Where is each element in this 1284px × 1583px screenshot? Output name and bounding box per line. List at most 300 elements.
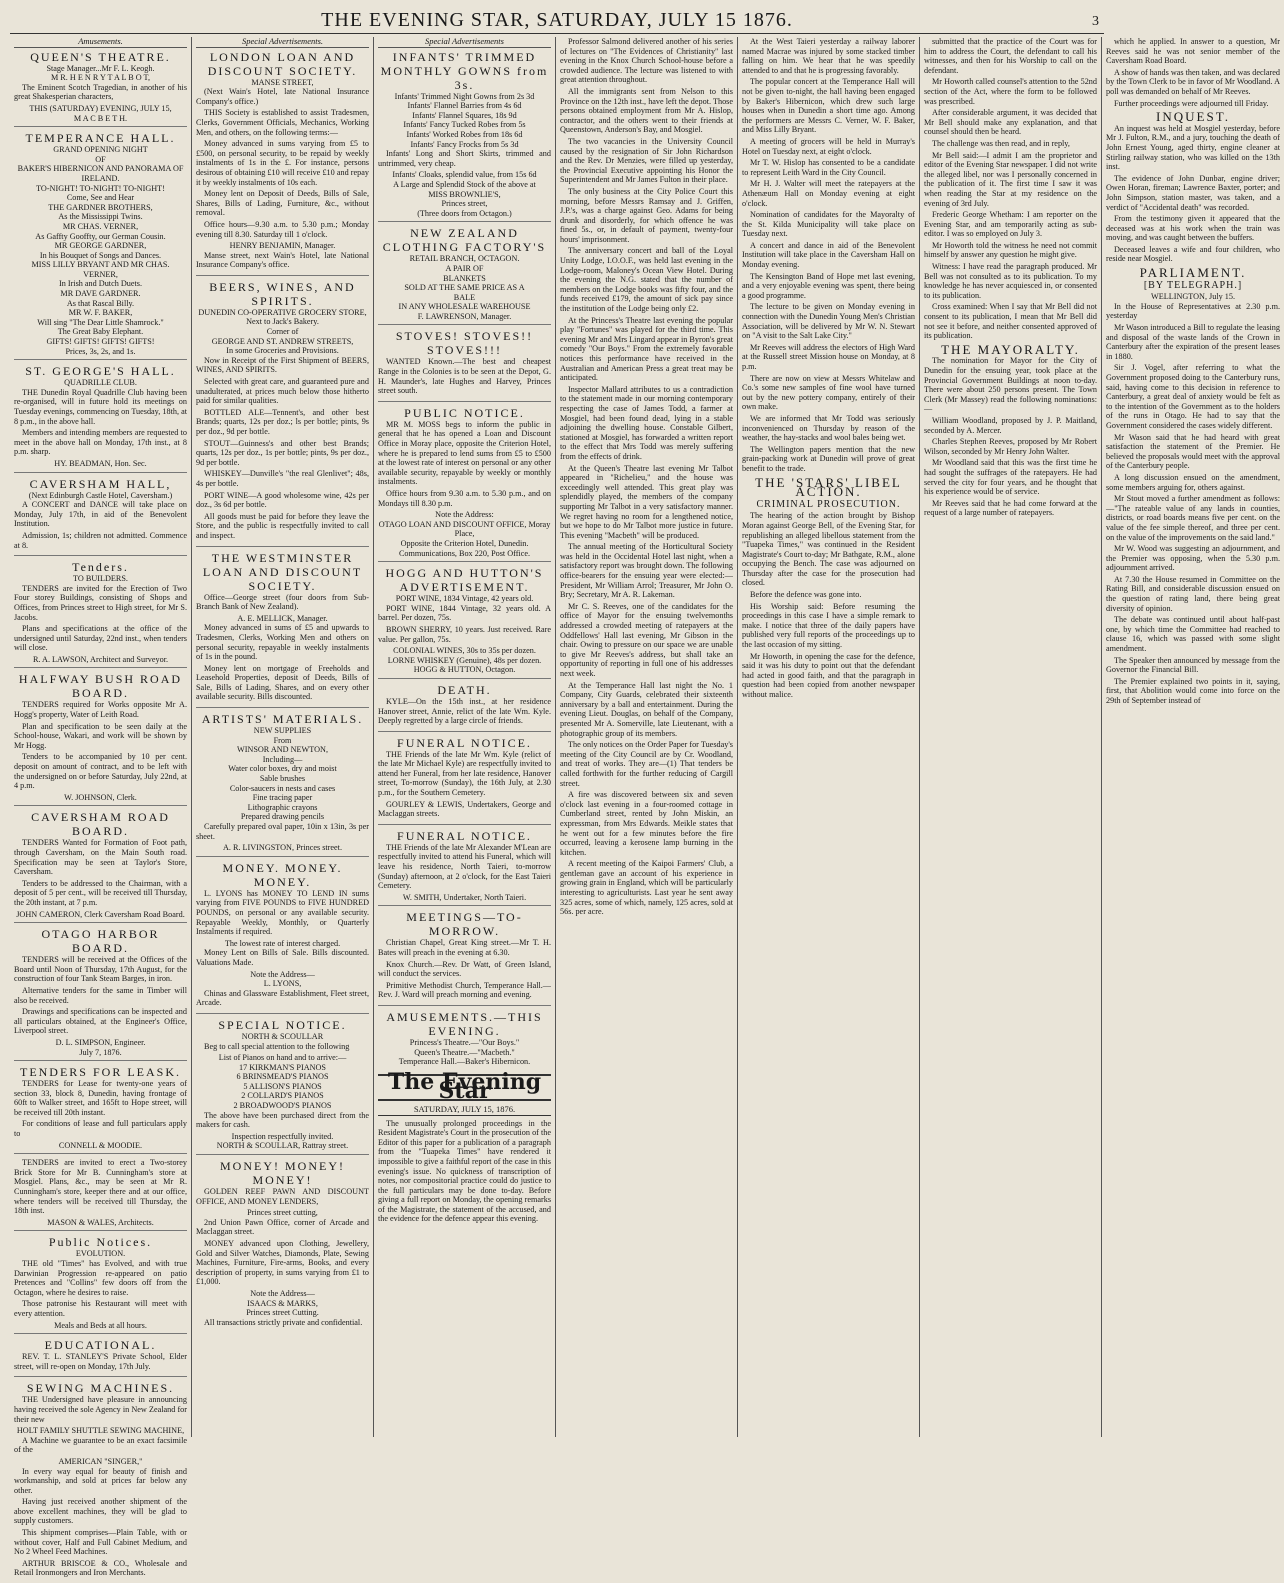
news-paragraph: The only business at the City Police Court this morning, before Messrs Ramsay and J. Griffen, J.P.'s, was a charge against Geo. Adams for being drunk and disorderly, for which offence he was fined 5s., or, in default of payment, twenty-four hours' imprisonment. xyxy=(560,186,733,244)
advert-line: AMERICAN "SINGER," xyxy=(58,1456,143,1466)
news-paragraph: At the Princess's Theatre last evening the popular play "Fortunes" was played for the third time. This evening Mr and Mrs Lingard appear in Byron's great comedy "Our Boys." From the extremely favorable notices this performance have received in the Australian and American Press a great treat may be anticipated. xyxy=(560,315,733,383)
advert-line: Office—George street (four doors from Sub-Branch Bank of New Zealand). xyxy=(196,592,369,612)
advert-line: Carefully prepared oval paper, 10in x 13in, 3s per sheet. xyxy=(196,822,369,841)
advert-line: HENRY BENJAMIN, Manager. xyxy=(229,241,336,251)
advert-line: Infants' Trimmed Night Gowns from 2s 3d xyxy=(394,91,535,101)
news-paragraph: Mr Woodland said that this was the first time he had sought the suffrages of the ratepayers. He had served the city for four years, and he thought that his experience would be of service. xyxy=(924,458,1097,497)
news-paragraph: Professor Salmond delivered another of his series of lectures on "The Evidences of Christianity" last evening in the Knox Church School-house before a crowded audience. The lecture was listened to with great attention throughout. xyxy=(560,37,733,85)
news-paragraph: Mr Howorth, in opening the case for the defence, said it was his duty to point out that the defendant had acted in good faith, and that the paragraph in question had been copied from another newspaper without malice. xyxy=(742,651,915,699)
advert-line: MR GEORGE GARDNER, xyxy=(54,241,147,251)
advert-title: AMUSEMENTS.—THIS EVENING. xyxy=(386,1009,543,1038)
news-paragraph: Mr Stout moved a further amendment as follows:—"The rateable value of any lands in counties, districts, or road boards means five per cent. on the value of the fee simple thereof, and three per cent. on the value of the improvements on the said land." xyxy=(1106,494,1280,542)
advert-line: List of Pianos on hand and to arrive:— xyxy=(218,1053,347,1063)
page-number: 3 xyxy=(1092,14,1100,29)
advert-line: THE Dunedin Royal Quadrille Club having been re-organised, will in future hold its meetings on Tuesday evenings, commencing on Tuesday, 18th, at 8 p.m., in the above hall. xyxy=(14,387,187,426)
news-paragraph: Mr H. J. Walter will meet the ratepayers at the Athenæum Hall on Monday evening at eight o'clock. xyxy=(742,179,915,208)
news-paragraph: Sir J. Vogel, after referring to what the Government proposed doing to the Canterbury runs, said, having come to this decision in reference to Canterbury, a great deal of anxiety would be felt as to the intention of the Government as to the holders of the runs in Otago. He had to say that the Government considered the cases widely different. xyxy=(1106,363,1280,430)
advert-line: A PAIR OF xyxy=(445,263,484,273)
advert-line: STOUT—Guinness's and other best Brands; quarts, 12s per doz., 1s per bottle; pints, 9s per doz., 9d per bottle. xyxy=(196,438,369,467)
news-paragraph: The Premier explained two points in it, saying, first, that Abolition would come into force on the 29th of September instead of xyxy=(1106,676,1280,705)
advert-line: OTAGO LOAN AND DISCOUNT OFFICE, Moray Place, xyxy=(378,519,551,539)
advert-line: Infants' Flannel Barries from 4s 6d xyxy=(407,101,522,111)
news-paragraph: The only notices on the Order Paper for Tuesday's meeting of the City Council are by Cr. Woodland, and treat of works. They are—(1) That tenders be called forthwith for the further reducing of Cargill street. xyxy=(560,740,733,788)
advert-line: Money advanced in sums of £5 and upwards to Tradesmen, Clerks, Working Men and others on personal security, repayable in weekly instalments of 1s in the pound. xyxy=(196,623,369,662)
advert-line: Sable brushes xyxy=(259,774,306,784)
advert-line: Those patronise his Restaurant will meet with every attention. xyxy=(14,1299,187,1318)
advert-line: GEORGE AND ST. ANDREW STREETS, xyxy=(211,336,354,346)
advert-line: Queen's Theatre.—"Macbeth." xyxy=(414,1047,515,1057)
advert-block xyxy=(378,406,551,562)
advert-line: GOURLEY & LEWIS, Undertakers, George and Maclaggan streets. xyxy=(378,799,551,819)
advert-line: D. L. SIMPSON, Engineer. xyxy=(55,1037,146,1047)
advert-line: BALE xyxy=(453,292,476,302)
advert-line: Prices, 3s, 2s, and 1s. xyxy=(65,346,136,356)
news-paragraph: Mr Wason said that he had heard with great satisfaction the statement of the Premier. He believed the proposals would meet with the approval of the Canterbury people. xyxy=(1106,432,1280,471)
advert-line: Water color boxes, dry and moist xyxy=(228,764,337,774)
advert-block xyxy=(196,551,369,709)
advert-line: OF xyxy=(95,154,106,164)
advert-line: M R. H E N R Y T A L B O T, xyxy=(50,73,151,83)
advert-line: As the Mississippi Twins. xyxy=(58,212,143,222)
advert-line: MISS LILLY BRYANT AND MR CHAS. VERNER, xyxy=(31,260,170,279)
advert-line: TENDERS required for Works opposite Mr A. Hogg's property, Water of Leith Road. xyxy=(14,700,187,720)
advert-line: In Irish and Dutch Duets. xyxy=(59,279,142,289)
advert-line: W. SMITH, Undertaker, North Taieri. xyxy=(402,892,527,902)
advert-line: Note the Address— xyxy=(250,969,315,979)
column-6-paras xyxy=(924,37,1097,341)
news-paragraph: The Speaker then announced by message from the Governor the Financial Bill. xyxy=(1106,655,1280,675)
advert-title: HOGG AND HUTTON'S ADVERTISEMENT. xyxy=(385,566,544,595)
advert-block xyxy=(14,672,187,806)
advert-line: A CONCERT and DANCE will take place on Monday, July 17th, in aid of the Benevolent Institution. xyxy=(14,500,187,529)
news-paragraph: Further proceedings were adjourned till Friday. xyxy=(1114,98,1269,108)
advert-line: ARTHUR BRISCOE & CO., Wholesale and Retail Ironmongers and Iron Merchants. xyxy=(14,1558,187,1578)
news-paragraph: The two vacancies in the University Council caused by the resignation of Sir John Richardson and the Rev. Dr Menzies, were filled up yesterday, the Provincial Executive appointing his Honor the Superintendent and Mr James Fulton in their place. xyxy=(560,136,733,185)
advert-title: MEETINGS—TO-MORROW. xyxy=(406,910,523,939)
advert-block xyxy=(14,50,187,128)
advert-line: HOLT FAMILY SHUTTLE SEWING MACHINE, xyxy=(16,1426,185,1436)
advert-line: MASON & WALES, Architects. xyxy=(47,1217,154,1227)
news-paragraph: From the testimony given it appeared that the deceased was at his work when the train was moving, and was caught between the buffers. xyxy=(1106,214,1280,243)
news-paragraph: submitted that the practice of the Court was for him to address the Court, the defendant to call his witnesses, and then for his Worship to call on the defendant. xyxy=(924,37,1097,75)
news-paragraph: Mr Reeves will address the electors of High Ward at the Russell street Mission house on Monday, at 8 p.m. xyxy=(742,342,915,371)
advert-block xyxy=(14,560,187,668)
advert-line: NORTH & SCOULLAR xyxy=(241,1031,324,1041)
advert-line: This shipment comprises—Plain Table, with or without cover, Half and Full Cabinet Medium, and No 2 Wheel Feed Machines. xyxy=(14,1528,187,1557)
advert-line: HY. BEADMAN, Hon. Sec. xyxy=(54,458,147,468)
wellington-dateline: WELLINGTON, July 15. xyxy=(1151,292,1235,302)
advert-line: MR M. MOSS begs to inform the public in general that he has opened a Loan and Discount Office in Moray place, opposite the Criterion Hotel, where he is prepared to lend sums from £5 to £500 at the lowest rate of interest on personal or any other available security, repayable by weekly or monthly instalments. xyxy=(378,419,551,487)
advert-line: Knox Church.—Rev. Dr Watt, of Green Island, will conduct the services. xyxy=(378,959,551,979)
advert-line: TENDERS Wanted for Formation of Foot path, through Caversham, on the Main South road. Specification may be seen at Taylor's Store, Caversham. xyxy=(14,838,187,877)
advert-line: A Machine we guarantee to be an exact facsimile of the xyxy=(14,1435,187,1455)
news-paragraph: Mr W. Wood was suggesting an adjournment, and the Premier was opposing, when the 5.30 p.m. adjournment arrived. xyxy=(1106,544,1280,573)
advert-title: SPECIAL NOTICE. xyxy=(218,1017,347,1032)
advert-line: Princes street, xyxy=(441,199,488,209)
advert-line: EVOLUTION. xyxy=(75,1249,126,1259)
advert-title: MONEY. MONEY. MONEY. xyxy=(222,860,343,889)
advert-block xyxy=(378,910,551,1006)
advert-line: Temperance Hall.—Baker's Hibernicon. xyxy=(398,1057,531,1067)
news-paragraph: The lecture to be given on Monday evening in connection with the Dunedin Young Men's Christian Association, will be delivered by Mr W. N. Stewart on "A visit to the Salt Lake City." xyxy=(742,302,915,341)
advert-title: Tenders. xyxy=(72,560,129,575)
advert-line: HOGG & HUTTON, Octagon. xyxy=(413,665,516,675)
advert-line: Prepared drawing pencils xyxy=(240,812,325,822)
advert-line: Note the Address: xyxy=(435,510,494,520)
advert-line: THE Friends of the late Mr Alexander M'Lean are respectfully invited to attend his Funeral, which will leave his residence, North Taieri, to-morrow (Sunday) afternoon, at 2 o'clock, for the East Taieri Cemetery. xyxy=(378,842,551,891)
advert-line: TENDERS are invited for the Erection of Two Four storey Buildings, consisting of Shops and Offices, from Princes street to High street, for Mr S. Jacobs. xyxy=(14,583,187,622)
advert-title: FUNERAL NOTICE. xyxy=(397,735,532,750)
news-paragraph: At the Queen's Theatre last evening Mr Talbot appeared in "Richelieu," and the house was exceedingly well attended. This great play was splendidly played, the members of the company supporting Mr Talbot in a very satisfactory manner. We regret having no room for a lengthened notice, but we hope to do Mr Talbot more justice in future. This evening "Macbeth" will be produced. xyxy=(560,463,733,540)
advert-line: Infants' Flannel Squares, 18s 9d xyxy=(412,110,517,120)
advert-title: QUEEN'S THEATRE. xyxy=(30,49,171,64)
advert-block xyxy=(196,712,369,857)
advert-line: Princes street Cutting. xyxy=(246,1308,319,1318)
advert-line: R. A. LAWSON, Architect and Surveyor. xyxy=(32,654,169,664)
advert-line: Plans and specifications at the office of the undersigned until Saturday, 22nd inst., when tenders will close. xyxy=(14,624,187,653)
advert-title: SEWING MACHINES. xyxy=(26,1381,175,1396)
advert-line: PORT WINE, 1844 Vintage, 32 years old. A barrel. Per dozen, 75s. xyxy=(378,603,551,623)
advert-title: INFANTS' TRIMMED MONTHLY GOWNS from 3s. xyxy=(380,49,549,92)
column-2-head: Special Advertisements. xyxy=(196,37,369,48)
advert-title: TEMPERANCE HALL. xyxy=(25,131,176,146)
advert-line: THE Undersigned have pleasure in announcing having received the sole Agency in New Zealand for their new xyxy=(14,1395,187,1424)
advert-title: MONEY! MONEY! MONEY! xyxy=(220,1159,345,1188)
advert-line: A. R. LIVINGSTON, Princes street. xyxy=(222,843,342,853)
news-paragraph: Charles Stephen Reeves, proposed by Mr Robert Wilson, seconded by Mr Henry John Walter. xyxy=(924,437,1097,456)
advert-line: Communications, Box 220, Post Office. xyxy=(398,548,531,558)
advert-block xyxy=(196,50,369,276)
news-paragraph: The challenge was then read, and in reply, xyxy=(932,138,1070,148)
advert-line: In every way equal for beauty of finish and workmanship, and sold at prices far below any other. xyxy=(14,1466,187,1495)
news-paragraph: Frederic George Whetham: I am reporter on the Evening Star, and am temporarily acting as sub-editor. I was so employed on July 3. xyxy=(924,210,1097,239)
advert-line: GRAND OPENING NIGHT xyxy=(53,145,148,155)
advert-line: The lowest rate of interest charged. xyxy=(224,938,341,948)
advert-line: Color-saucers in nests and cases xyxy=(229,783,336,793)
advert-line: Infants' Worked Robes from 18s 6d xyxy=(406,129,523,139)
advert-line: MONEY advanced upon Clothing, Jewellery, Gold and Silver Watches, Diamonds, Plate, Sewing Machines, Furniture, Fire-arms, Books, and every description of property, in sums varying from £1 to £1,000. xyxy=(196,1239,369,1287)
news-paragraph: Mr Wason introduced a Bill to regulate the leasing and disposal of the waste lands of the Crown in Canterbury after the expiration of the present leases in 1880. xyxy=(1106,323,1280,361)
news-paragraph: The annual meeting of the Horticultural Society was held in the Occidental Hotel last night, when a satisfactory report was brought down. The following office-bearers for the ensuing year were elected:—President, Mr William Arrol; Treasurer, Mr John O. Bry; Secretary, Mr A. R. Lakeman. xyxy=(560,542,733,600)
advert-title: OTAGO HARBOR BOARD. xyxy=(41,927,160,956)
advert-line: 2 BROADWOOD'S PIANOS xyxy=(233,1101,332,1111)
advert-line: From xyxy=(273,735,292,745)
advert-line: SOLD AT THE SAME PRICE AS A xyxy=(404,283,525,293)
advert-line: BROWN SHERRY, 10 years. Just received. Rare value. Per gallon, 75s. xyxy=(378,624,551,644)
advert-line: RETAIL BRANCH, OCTAGON. xyxy=(409,254,520,264)
advert-line: The Great Baby Elephant. xyxy=(57,327,144,337)
advert-title: PUBLIC NOTICE. xyxy=(404,405,525,420)
leader-paragraph: The unusually prolonged proceedings in the Resident Magistrate's Court in the prosecution of the Editor of this paper for a publication of a paragraph from the "Tuapeka Times" have rendered it impossible to give a faithful report of the case in this evening's issue. No quickness of transcription of notes, nor compositorial practice could do justice to the full particulars may be done to-day. Before giving a full report on Monday, the opening remarks of the Magistrate, the statement of the accused, and the evidence for the defence appear this evening. xyxy=(378,1118,551,1224)
advert-line: Next to Jack's Bakery. xyxy=(246,317,319,327)
news-paragraph: The debate was continued until about half-past one, by which time the Committee had reached to clause 16, which was passed with some slight amendment. xyxy=(1106,615,1280,654)
advert-line: Infants' Long and Short Skirts, trimmed and untrimmed, very cheap. xyxy=(378,149,551,168)
advert-line: Money advanced in sums varying from £5 to £500, on personal security, to be repaid by weekly instalments of 1s in the £. For instance, persons desirous of obtaining £10 will receive £10 and repay it by weekly instalments of 10s each. xyxy=(196,139,369,187)
advert-line: M A C B E T H. xyxy=(73,113,128,123)
advert-line: 6 BRINSMEAD'S PIANOS xyxy=(236,1072,329,1082)
parliament-heading: PARLIAMENT. xyxy=(1139,265,1247,281)
advert-line: PORT WINE, 1834 Vintage, 42 years old. xyxy=(395,594,534,604)
news-paragraph: We are informed that Mr Todd was seriously inconvenienced on Thursday by reason of the weather, the hay-stacks and wool bales being wet. xyxy=(742,413,915,443)
advert-line: MANSE STREET, xyxy=(251,77,314,87)
news-paragraph: A concert and dance in aid of the Benevolent Institution will take place in the Caversham Hall on Monday evening. xyxy=(742,240,915,270)
advert-line: TENDERS will be received at the Offices of the Board until Noon of Thursday, 17th August, for the construction of four Tank Steam Barges, in iron. xyxy=(14,955,187,984)
column-7 xyxy=(1102,37,1284,1437)
advert-block xyxy=(14,1381,187,1583)
news-paragraph: Mr Bell said:—I admit I am the proprietor and editor of the Evening Star newspaper. I did not write the alleged libel, nor was I personally concerned in the publication of it. The first time I saw it was when reading the Star at my residence on the evening of 3rd July. xyxy=(924,150,1097,208)
column-1-head: Amusements. xyxy=(14,37,187,48)
news-paragraph: A show of hands was then taken, and was declared by the Town Clerk to be in favor of Mr Woodland. A poll was demanded on behalf of Mr Reeves. xyxy=(1106,67,1280,96)
advert-line: Office hours—9.30 a.m. to 5.30 p.m.; Monday evening till 8.30. Saturday till 1 o'clock. xyxy=(196,219,369,239)
advert-line: WINSOR AND NEWTON, xyxy=(236,745,329,755)
advert-block xyxy=(14,1065,187,1154)
advert-title: CAVERSHAM ROAD BOARD. xyxy=(31,810,170,839)
advert-line: As Gaffty Gooffty, our German Cousin. xyxy=(35,231,166,241)
column-3-blocks xyxy=(378,50,551,1070)
advert-line: TO-NIGHT! TO-NIGHT! TO-NIGHT! xyxy=(36,183,165,193)
news-paragraph: At the West Taieri yesterday a railway laborer named Macrae was injured by some stacked timber falling on him. We hear that he was speedily attended to and that he is progressing favorably. xyxy=(742,37,915,75)
advert-line: MR CHAS. VERNER, xyxy=(62,221,139,231)
advert-block xyxy=(14,1235,187,1334)
news-paragraph: Witness: I have read the paragraph produced. Mr Bell was not consulted as to its publication. To my knowledge he has never acquiesced in, or consented to its publication. xyxy=(924,262,1097,300)
advert-block xyxy=(14,927,187,1061)
logo-date: SATURDAY, JULY 15, 1876. xyxy=(378,1105,551,1116)
news-paragraph: The Wellington papers mention that the new grain-packing work at Dunedin will prove of great benefit to the trade. xyxy=(742,444,915,473)
advert-line: Infants' Fancy Tucked Robes from 5s xyxy=(403,120,526,130)
advert-line: MR DAVE GARDNER. xyxy=(60,289,141,299)
news-paragraph: In the House of Representatives at 2.30 p.m. yesterday xyxy=(1106,301,1280,321)
news-paragraph: Inspector Mallard attributes to us a contradiction to the statement made in our morning contemporary respecting the case of James Todd, a farmer at Mosgiel, had been found dead, lying in a stable adjoining the dwelling house. Constable Gilbert, stationed at Mosgiel, has forwarded a written report to the effect that Mrs Todd was merely suffering from the effects of drink. xyxy=(560,384,733,461)
advert-line: Primitive Methodist Church, Temperance Hall.—Rev. J. Ward will preach morning and evening. xyxy=(378,980,551,1000)
news-paragraph: At the Temperance Hall last night the No. 1 Company, City Guards, celebrated their sixteenth anniversary by a ball and entertainment. During the evening Lieut. Douglas, on behalf of the Company, presented Mr A. Somerville, late Lieutenant, with a photographic group of its members. xyxy=(560,680,733,738)
advert-line: TENDERS for Lease for twenty-one years of section 33, block 8, Dunedin, having frontage of 60ft to Walker street, and 165ft to Hope street, will be received till 20th instant. xyxy=(14,1079,187,1117)
advert-line: JOHN CAMERON, Clerk Caversham Road Board. xyxy=(16,909,185,919)
advert-line: Inspection respectfully invited. xyxy=(231,1131,334,1141)
mayoralty-heading: THE MAYORALTY. xyxy=(941,341,1080,357)
advert-title: TENDERS FOR LEASK. xyxy=(19,1065,181,1080)
news-paragraph: A long discussion ensued on the amendment, some members arguing for, others against. xyxy=(1106,472,1280,492)
advert-line: BOTTLED ALE—Tennent's, and other best Brands; quarts, 12s per doz.; ls per bottle; pints, 9s per doz., 9d per bottle. xyxy=(196,407,369,436)
advert-block xyxy=(378,50,551,223)
news-paragraph: All the immigrants sent from Nelson to this Province on the 12th inst., have left the depot. Those persons obtained employment from Mr A. Hislop, contractor, and the others went to their friends at Queenstown, Anderson's Bay, and Mosgiel. xyxy=(560,86,733,135)
advert-line: Tenders to be addressed to the Chairman, with a deposit of 5 per cent., will be received till Thursday, the 20th instant, at 7 p.m. xyxy=(14,878,187,907)
advert-line: THE Friends of the late Mr Wm. Kyle (relict of the late Mr Michael Kyle) are respectfully invited to attend her Funeral, from her late residence, Hanover street, To-morrow (Sunday), the 16th July, at 2.30 p.m., for the Southern Cemetery. xyxy=(378,749,551,798)
advert-line: NORTH & SCOULLAR, Rattray street. xyxy=(216,1141,349,1151)
advert-line: Infants' Cloaks, splendid value, from 15s 6d xyxy=(392,170,537,180)
advert-line: Drawings and specifications can be inspected and all particulars obtained, at the Engineer's Office, Liverpool street. xyxy=(14,1007,187,1036)
advert-line: L. LYONS has MONEY TO LEND IN sums varying from FIVE POUNDS to FIVE HUNDRED POUNDS, on personal or any available security. Repayable Weekly, Monthly, or Quarterly Instalments if required. xyxy=(196,888,369,937)
news-paragraph: A recent meeting of the Kaipoi Farmers' Club, a gentleman gave an account of his experience in growing grain in England, which will be particularly interesting to agriculturists. Last year he sent away 325 acres, some of which, namely, 125 acres, sold at 56s. per acre. xyxy=(560,859,733,917)
advert-title: Public Notices. xyxy=(48,1235,153,1250)
advert-line: Come, See and Hear xyxy=(66,193,135,203)
column-6-paras2 xyxy=(924,356,1097,518)
advert-line: Stage Manager...Mr F. L. Keogh. xyxy=(46,63,155,73)
advert-block xyxy=(196,861,369,1014)
news-paragraph: The anniversary concert and ball of the Loyal Unity Lodge, I.O.O.F., was held last evening in the Lodge-room, Maloney's Ocean View Hotel. During the evening the N.G. stated that the number of members on the Lodge books was fifty four, and the funds received £179, the amount of sick pay since the institution of the Lodge being only £2. xyxy=(560,246,733,314)
advert-block xyxy=(14,810,187,923)
advert-line: All transactions strictly private and confidential. xyxy=(204,1317,363,1327)
advert-title: FUNERAL NOTICE. xyxy=(397,828,532,843)
masthead xyxy=(10,8,1104,32)
advert-line: MISS BROWNLIE'S, xyxy=(428,189,501,199)
advert-block xyxy=(14,1338,187,1377)
advert-line: In some Groceries and Provisions. xyxy=(226,346,339,356)
advert-line: F. LAWRENSON, Manager. xyxy=(417,311,512,321)
news-paragraph: The popular concert at the Temperance Hall will not be given to-night, the hall having been engaged by Baker's Hibernicon, which drew such large houses when in Dunedin a short time ago. Among the performers are Messrs C. Verner, W. F. Baker, and Miss Lilly Bryant. xyxy=(742,77,915,135)
advert-line: CONNELL & MOODIE. xyxy=(58,1140,143,1150)
advert-block xyxy=(378,226,551,325)
masthead-rule xyxy=(10,33,1104,34)
advert-line: Opposite the Criterion Hotel, Dunedin. xyxy=(400,538,529,548)
column-6 xyxy=(920,37,1102,1437)
advert-line: Including— xyxy=(262,754,303,764)
advert-line: TENDERS are invited to erect a Two-storey Brick Store for Mr B. Cunningham's store at Mosgiel. Plans, &c., may be seen at Mr R. Cunningham's store, keeper there and at our office, where tenders will be received till Thursday, the 18th inst. xyxy=(14,1158,187,1216)
column-4 xyxy=(556,37,738,1437)
advert-line: BAKER'S HIBERNICON AND PANORAMA OF IRELAND. xyxy=(17,164,184,183)
advert-line: BLANKETS xyxy=(443,273,486,283)
advert-block xyxy=(378,1010,551,1070)
advert-line: L. LYONS, xyxy=(263,979,302,989)
advert-line: July 7, 1876. xyxy=(79,1047,122,1057)
advert-line: Lithographic crayons xyxy=(247,802,318,812)
column-5-paras xyxy=(742,37,915,474)
advert-line: TO BUILDERS. xyxy=(73,574,128,584)
column-2 xyxy=(192,37,374,1437)
advert-block xyxy=(196,1018,369,1155)
advert-line: The above have been purchased direct from the makers for cash. xyxy=(196,1110,369,1130)
news-paragraph: Before the defence was gone into. xyxy=(750,590,862,600)
column-1 xyxy=(10,36,192,1578)
advert-line: Corner of xyxy=(266,327,299,337)
advert-line: Fine tracing paper xyxy=(252,793,313,803)
advert-line: Note the Address— xyxy=(250,1288,315,1298)
advert-line: GIFTS! GIFTS! GIFTS! GIFTS! xyxy=(46,337,155,347)
news-paragraph: At 7.30 the House resumed in Committee on the Rating Bill, and considerable discussion ensued on the question of rating land, there being great diversity of opinion. xyxy=(1106,574,1280,613)
news-paragraph: His Worship said: Before resuming the proceedings in this case I have a simple remark to make. I notice that three of the daily papers have published very full reports of the proceedings up to the last occasion of my sitting. xyxy=(742,601,915,650)
advert-line: Now in Receipt of the First Shipment of BEERS, WINES, AND SPIRITS. xyxy=(196,355,369,375)
advert-block xyxy=(196,1159,369,1332)
column-7-paras xyxy=(1106,37,1280,108)
column-3-head: Special Advertisements xyxy=(378,37,551,48)
advert-line: GOLDEN REEF PAWN AND DISCOUNT OFFICE, AND MONEY LENDERS, xyxy=(196,1187,369,1206)
news-paragraph: There are now on view at Messrs Whitelaw and Co.'s some new samples of fine wool have turned out by the new pottery company, entirely of their own make. xyxy=(742,373,915,412)
masthead-title: THE EVENING STAR, SATURDAY, JULY 15 1876. xyxy=(321,9,793,31)
advert-line: Admission, 1s; children not admitted. Commence at 8. xyxy=(14,530,187,550)
advert-line: All goods must be paid for before they leave the Store, and the public is respectfully invited to call and inspect. xyxy=(196,511,369,540)
advert-block xyxy=(378,329,551,401)
advert-line: IN ANY WHOLESALE WAREHOUSE xyxy=(398,302,531,312)
advert-block xyxy=(14,477,187,557)
advert-title: ARTISTS' MATERIALS. xyxy=(201,712,364,727)
advert-line: Infants' Fancy Frocks from 5s 3d xyxy=(410,139,519,149)
advert-title: HALFWAY BUSH ROAD BOARD. xyxy=(18,672,183,701)
advert-line: Princes street cutting, xyxy=(247,1208,318,1218)
libel-action-heading: THE 'STARS' LIBEL ACTION. xyxy=(755,474,902,500)
advert-block xyxy=(14,1158,187,1231)
advert-line: 2nd Union Pawn Office, corner of Arcade and Maclaggan street. xyxy=(196,1217,369,1237)
columns xyxy=(10,36,1280,1578)
advert-line: W. JOHNSON, Clerk. xyxy=(64,792,137,802)
advert-line: A Large and Splendid Stock of the above at xyxy=(393,179,536,189)
advert-line: REV. T. L. STANLEY'S Private School, Elder street, will re-open on Monday, 17th July. xyxy=(14,1352,187,1371)
advert-title: ST. GEORGE'S HALL. xyxy=(25,364,176,379)
advert-line: In his Bouquet of Songs and Dances. xyxy=(39,250,162,260)
advert-block xyxy=(14,131,187,360)
advert-line: A. E. MELLICK, Manager. xyxy=(237,613,328,623)
advert-line: Meals and Beds at all hours. xyxy=(54,1320,147,1330)
column-3 xyxy=(374,37,556,1437)
advert-line: The Eminent Scotch Tragedian, in another of his great Shakesperian characters, xyxy=(14,82,187,102)
advert-line: MR W. F. BAKER, xyxy=(68,308,133,318)
news-paragraph: which he applied. In answer to a question, Mr Reeves said he was not senior member of the Caversham Road Board. xyxy=(1106,37,1280,66)
advert-line: Office hours from 9.30 a.m. to 5.30 p.m., and on Mondays till 8.30 p.m. xyxy=(378,489,551,508)
news-paragraph: An inquest was held at Mosgiel yesterday, before Mr J. Fulton, R.M., and a jury, touching the death of John Ernest Young, aged thirty, engine cleaner at Stirling railway station, who was killed on the 13th inst. xyxy=(1106,123,1280,172)
column-1-blocks xyxy=(14,50,187,1583)
advert-line: Money Lent on Bills of Sale. Bills discounted. Valuations Made. xyxy=(196,948,369,967)
advert-line: WHISKEY—Dunville's "the real Glenlivet"; 48s, 4s per bottle. xyxy=(196,469,369,488)
advert-title: NEW ZEALAND CLOTHING FACTORY'S xyxy=(382,226,547,255)
advert-title: LONDON LOAN AND DISCOUNT SOCIETY. xyxy=(207,49,358,78)
advert-line: THIS (SATURDAY) EVENING, JULY 15, xyxy=(29,103,172,113)
news-paragraph: Mr T. W. Hislop has consented to be a candidate to represent Leith Ward in the City Council. xyxy=(742,158,915,177)
advert-line: DUNEDIN CO-OPERATIVE GROCERY STORE, xyxy=(198,307,367,317)
advert-line: 5 ALLISON'S PIANOS xyxy=(243,1081,322,1091)
parliament-paras xyxy=(1106,302,1280,706)
telegraph-byline: [BY TELEGRAPH.] xyxy=(1143,279,1243,291)
advert-line: (Next Edinburgh Castle Hotel, Caversham.) xyxy=(28,490,173,500)
advert-line: Manse street, next Wain's Hotel, late National Insurance Company's office. xyxy=(196,250,369,270)
news-paragraph: The Kensington Band of Hope met last evening, and a very enjoyable evening was spent, there being a good programme. xyxy=(742,271,915,300)
advert-line: WANTED Known.—The best and cheapest Range in the Colonies is to be seen at the Depot, G. H. Maunder's, late Hughes and Harvey, Princes street south. xyxy=(378,357,551,396)
news-paragraph: Mr C. S. Reeves, one of the candidates for the office of Mayor for the ensuing twelvemonths addressed a crowded meeting of ratepayers at the Oddfellows' Hall last evening, Mr Gibson in the chair. Owing to pressure on our space we are unable to give Mr Reeves's address, but shall take an opportunity of reporting in full one of his addresses next week. xyxy=(560,601,733,678)
column-2-blocks xyxy=(196,50,369,1333)
news-paragraph: Mr Howorth called counsel's attention to the 52nd section of the Act, where the form to be followed was prescribed. xyxy=(924,77,1097,106)
advert-line: LORNE WHISKEY (Genuine), 48s per dozen. xyxy=(387,655,542,665)
news-paragraph: William Woodland, proposed by J. P. Maitland, seconded by A. Mercer. xyxy=(924,415,1097,435)
column-5-paras2 xyxy=(742,511,915,699)
advert-line: Will sing "The Dear Little Shamrock." xyxy=(37,317,164,327)
advert-title: DEATH. xyxy=(437,682,492,697)
advert-line: Christian Chapel, Great King street.—Mr T. H. Bates will preach in the evening at 6.30. xyxy=(378,938,551,957)
advert-title: THE WESTMINSTER LOAN AND DISCOUNT SOCIETY. xyxy=(202,550,363,593)
criminal-prosecution-subheading: CRIMINAL PROSECUTION. xyxy=(756,498,901,510)
advert-line: Selected with great care, and guaranteed pure and unadulterated, at prices much below those hitherto paid for similar qualities. xyxy=(196,377,369,406)
news-paragraph: The nomination for Mayor for the City of Dunedin for the ensuing year, took place at the Provincial Government Buildings at noon to-day. There were about 250 persons present. The Town Clerk (Mr Massey) read the following nominations:— xyxy=(924,356,1097,414)
advert-line: NEW SUPPLIES xyxy=(253,726,312,736)
advert-block xyxy=(378,829,551,907)
advert-block xyxy=(378,736,551,825)
advert-line: Beg to call special attention to the following xyxy=(204,1041,350,1051)
advert-line: THIS Society is established to assist Tradesmen, Clerks, Government Officials, Mechanics, Working Men, and others, on the following terms:— xyxy=(196,108,369,137)
news-paragraph: Deceased leaves a wife and four children, who reside near Mosgiel. xyxy=(1106,244,1280,264)
news-paragraph: Nomination of candidates for the Mayoralty of the St. Kilda Municipality will take place on Tuesday next. xyxy=(742,210,915,239)
news-paragraph: Cross examined: When I say that Mr Bell did not consent to its publication, I mean that Mr Bell did not see it before, and neither consented approved of its publication. xyxy=(924,302,1097,341)
advert-block xyxy=(378,683,551,732)
inquest-heading: INQUEST. xyxy=(1156,109,1230,125)
news-paragraph: A fire was discovered between six and seven o'clock last evening in a four-roomed cottage in Cumberland street, rented by John Miskin, an expressman, from Mrs Edwards. Meikle states that he went out for a few minutes before the fire occurred, leaving a kerosene lamp burning in the kitchen. xyxy=(560,790,733,857)
advert-line: (Next Wain's Hotel, late National Insurance Company's office.) xyxy=(196,87,369,106)
advert-line: Chinas and Glassware Establishment, Fleet street, Arcade. xyxy=(196,988,369,1008)
advert-block xyxy=(378,566,551,679)
advert-line: PORT WINE—A good wholesome wine, 42s per doz., 3s 6d per bottle. xyxy=(196,490,369,510)
advert-line: Money lent on mortgage of Freeholds and Leasehold Properties, deposit of Deeds, Bills of Sale, Bills of Lading, Shares, and on every other available security. Bills discounted. xyxy=(196,663,369,702)
advert-line: Plan and specification to be seen daily at the School-house, Wakari, and work will be shown by Mr Hogg. xyxy=(14,721,187,750)
advert-block xyxy=(196,280,369,547)
advert-line: Having just received another shipment of the above excellent machines, they will be glad to supply customers. xyxy=(14,1497,187,1526)
advert-line: COLONIAL WINES, 30s to 35s per dozen. xyxy=(393,646,536,656)
news-paragraph: A meeting of grocers will be held in Murray's Hotel on Tuesday next, at eight o'clock. xyxy=(742,136,915,156)
advert-line: As that Rascal Billy. xyxy=(66,298,135,308)
